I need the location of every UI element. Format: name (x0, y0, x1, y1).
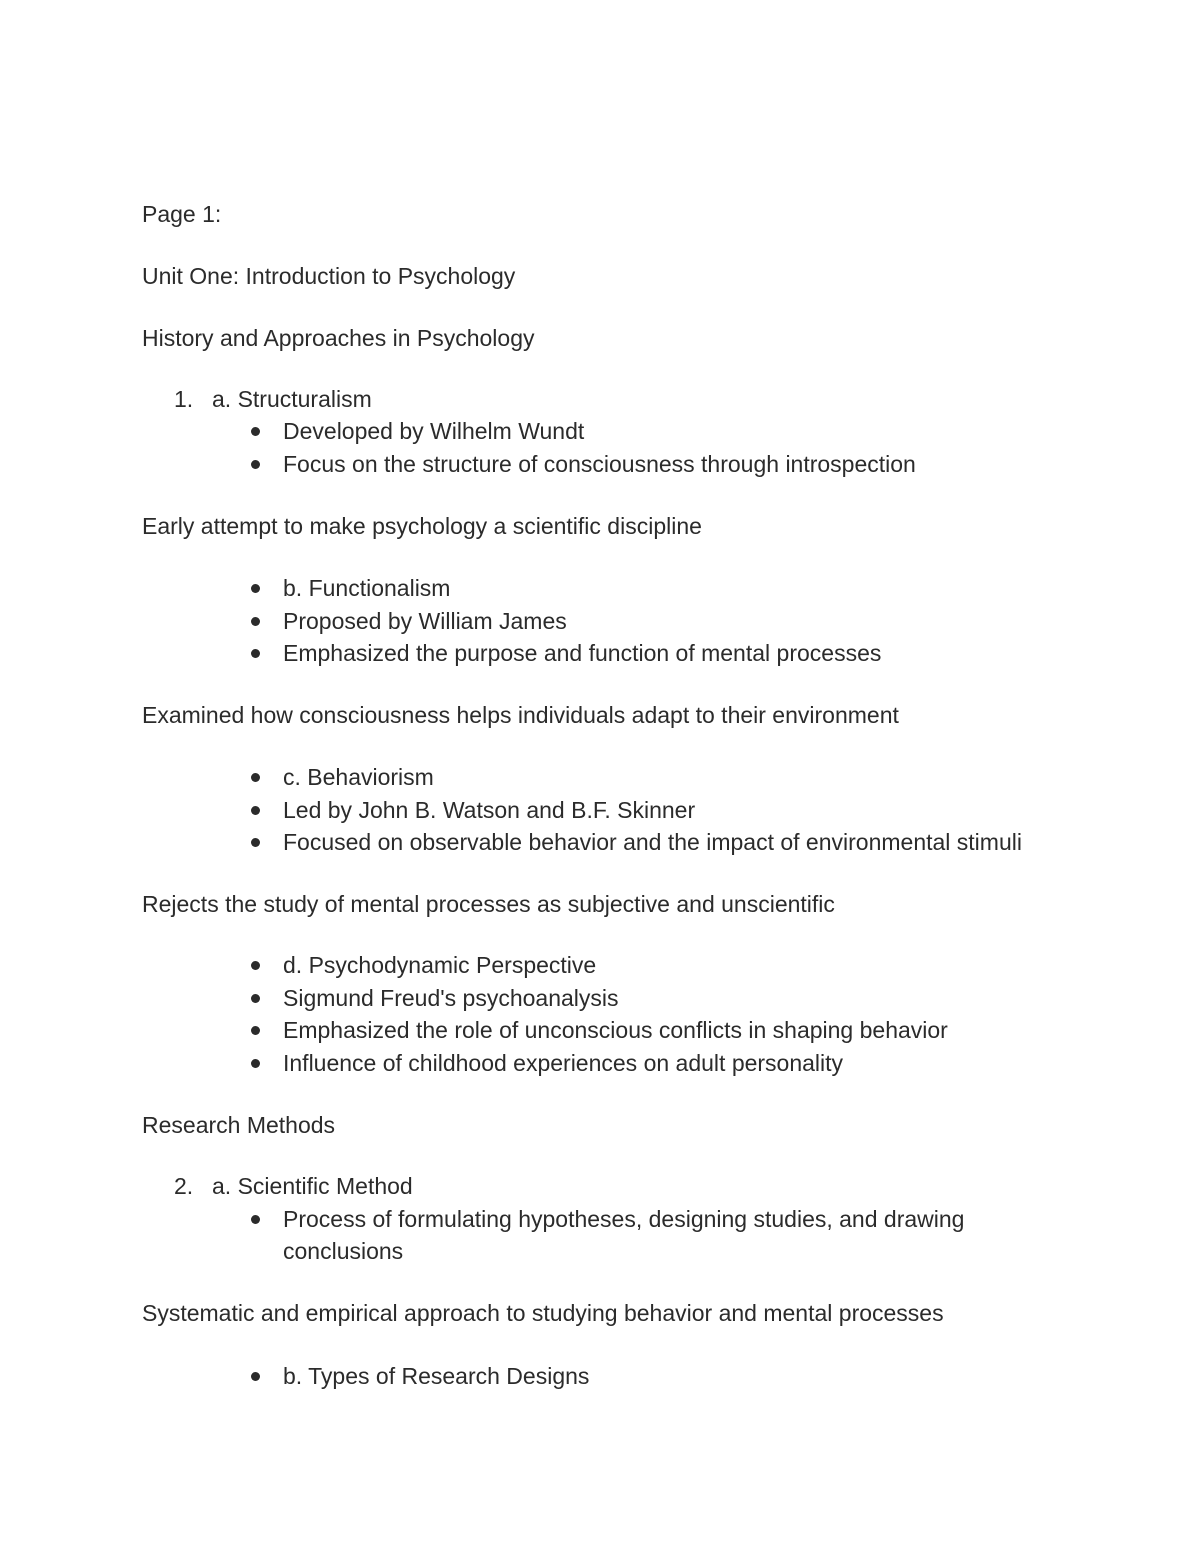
bullet-dot (251, 961, 260, 970)
list-item: Process of formulating hypotheses, designing studies, and drawing (283, 1206, 965, 1232)
list-item: b. Functionalism (283, 575, 451, 601)
list-item: Emphasized the purpose and function of mental processes (283, 640, 882, 666)
section-heading-history: History and Approaches in Psychology (142, 325, 535, 351)
list-item: Led by John B. Watson and B.F. Skinner (283, 797, 696, 823)
list-heading-scientific-method: a. Scientific Method (212, 1173, 413, 1199)
bullet-dot (251, 1059, 260, 1068)
list-item: Focus on the structure of consciousness through introspection (283, 451, 916, 477)
bullet-dot (251, 649, 260, 658)
list-item: d. Psychodynamic Perspective (283, 952, 597, 978)
unit-title: Unit One: Introduction to Psychology (142, 263, 516, 289)
list-item: Influence of childhood experiences on adult personality (283, 1050, 844, 1076)
bullet-dot (251, 460, 260, 469)
bullet-dot (251, 427, 260, 436)
paragraph-note: Systematic and empirical approach to studying behavior and mental processes (142, 1300, 944, 1326)
bullet-dot (251, 584, 260, 593)
list-item: c. Behaviorism (283, 764, 434, 790)
list-item: Developed by Wilhelm Wundt (283, 418, 585, 444)
bullet-dot (251, 994, 260, 1003)
paragraph-note: Examined how consciousness helps individuals adapt to their environment (142, 702, 899, 728)
list-item: b. Types of Research Designs (283, 1363, 590, 1389)
section-heading-research: Research Methods (142, 1112, 336, 1138)
bullet-dot (251, 806, 260, 815)
list-item-continuation: conclusions (283, 1238, 404, 1264)
paragraph-note: Rejects the study of mental processes as subjective and unscientific (142, 891, 835, 917)
list-item: Proposed by William James (283, 608, 567, 634)
list-item: Focused on observable behavior and the impact of environmental stimuli (283, 829, 1022, 855)
list-number-2: 2. (174, 1173, 194, 1199)
list-number-1: 1. (174, 386, 194, 412)
bullet-dot (251, 838, 260, 847)
list-heading-structuralism: a. Structuralism (212, 386, 372, 412)
page-label: Page 1: (142, 201, 222, 227)
bullet-dot (251, 1372, 260, 1381)
list-item: Emphasized the role of unconscious conflicts in shaping behavior (283, 1017, 948, 1043)
bullet-dot (251, 1026, 260, 1035)
bullet-dot (251, 773, 260, 782)
bullet-dot (251, 1215, 260, 1224)
list-item: Sigmund Freud's psychoanalysis (283, 985, 619, 1011)
bullet-dot (251, 617, 260, 626)
paragraph-note: Early attempt to make psychology a scientific discipline (142, 513, 702, 539)
